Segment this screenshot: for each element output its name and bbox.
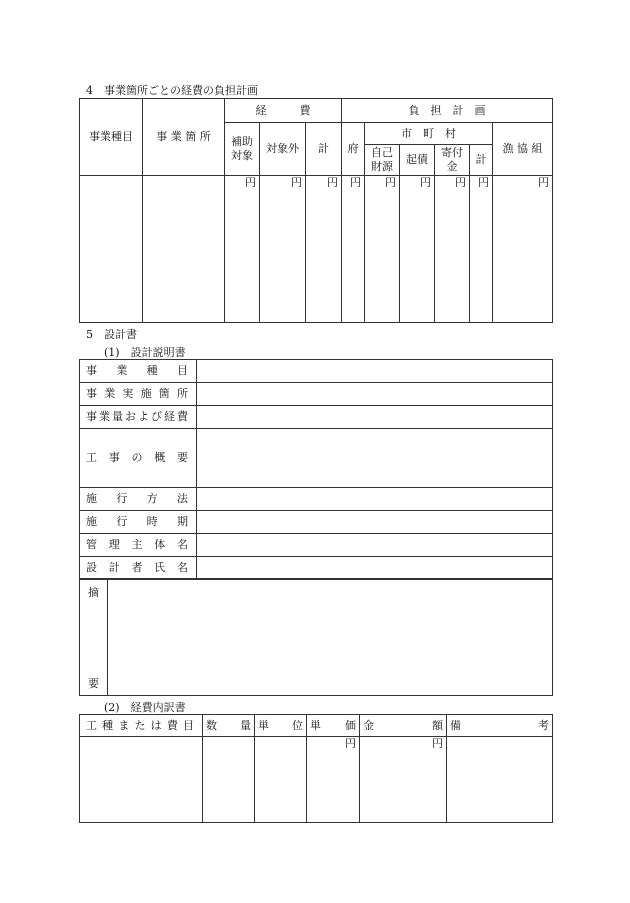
tekiyo-value[interactable] [108,579,553,696]
cell-kisai[interactable]: 円 [400,176,435,323]
cell-tani[interactable] [255,737,307,823]
row-label-seko-jiki: 施 行 時 期 [80,511,197,534]
cell-keihi-kei[interactable]: 円 [306,176,342,323]
header-keihi-kei: 計 [306,123,342,176]
value-sekkeisha[interactable] [197,557,553,580]
cell-koshu-hi[interactable] [80,737,203,823]
cell-jigyo-shumoku[interactable] [80,176,143,323]
row-label-jigyo-jisshi-kasho: 事業実施箇所 [80,383,197,406]
header-kifukin: 寄付金 [435,145,470,176]
header-jiko-zaigen: 自己財源 [365,145,400,176]
header-taishogai: 対象外 [260,123,306,176]
row-label-sekkeisha: 設 計 者 氏 名 [80,557,197,580]
value-seko-jiki[interactable] [197,511,553,534]
cell-tanka[interactable]: 円 [307,737,360,823]
col-biko: 備 考 [447,715,553,737]
row-label-koji-gaiyo: 工 事 の 概 要 [80,429,197,488]
value-jigyo-shumoku[interactable] [197,360,553,383]
col-tanka: 単 価 [307,715,360,737]
row-label-jigyoryo-keihi: 事業量および経費 [80,406,197,429]
cost-breakdown-table [79,714,553,823]
row-label-kanri-shutai: 管 理 主 体 名 [80,534,197,557]
value-seko-hoho[interactable] [197,488,553,511]
cell-gyokyo[interactable]: 円 [493,176,553,323]
value-kanri-shutai[interactable] [197,534,553,557]
header-gyokyo: 漁 協 組 [493,123,553,176]
cost-breakdown-heading: (2) 経費内訳書 [104,701,186,714]
cost-burden-plan-table [79,98,553,323]
header-kisai: 起債 [400,145,435,176]
col-koshu-hi: 工種または費目 [80,715,203,737]
cell-biko[interactable] [447,737,553,823]
value-jigyoryo-keihi[interactable] [197,406,553,429]
cell-kifukin[interactable]: 円 [435,176,470,323]
design-description-heading: (1) 設計説明書 [104,346,186,359]
value-jigyo-jisshi-kasho[interactable] [197,383,553,406]
header-jigyo-kasho: 事 業 箇 所 [143,99,225,176]
tekiyo-label [80,579,108,696]
header-shichoson-kei: 計 [470,145,493,176]
value-koji-gaiyo[interactable] [197,429,553,488]
header-futan-keikaku: 負 担 計 画 [342,99,553,123]
header-jigyo-shumoku: 事業種目 [80,99,143,176]
tekiyo-label-bottom: 要 [88,677,99,691]
row-label-seko-hoho: 施 行 方 法 [80,488,197,511]
cell-jiko-zaigen[interactable]: 円 [365,176,400,323]
cell-suryo[interactable] [203,737,255,823]
header-hojo-taisho: 補助対象 [225,123,260,176]
col-tani: 単 位 [255,715,307,737]
cell-shichoson-kei[interactable]: 円 [470,176,493,323]
col-suryo: 数 量 [203,715,255,737]
col-kingaku: 金 額 [360,715,447,737]
tekiyo-label-top: 摘 [88,586,99,599]
header-keihi: 経 費 [225,99,342,123]
header-fu: 府 [342,123,365,176]
row-label-jigyo-shumoku: 事 業 種 目 [80,360,197,383]
cell-hojo-taisho[interactable]: 円 [225,176,260,323]
header-shichoson: 市 町 村 [365,123,493,145]
cell-fu[interactable]: 円 [342,176,365,323]
cell-kingaku[interactable]: 円 [360,737,447,823]
design-description-table [79,359,553,580]
cell-taishogai[interactable]: 円 [260,176,306,323]
section5-heading: 5 設計書 [86,328,137,341]
tekiyo-table [79,578,553,696]
cell-jigyo-kasho[interactable] [143,176,225,323]
section4-heading: 4 事業箇所ごとの経費の負担計画 [86,84,258,97]
